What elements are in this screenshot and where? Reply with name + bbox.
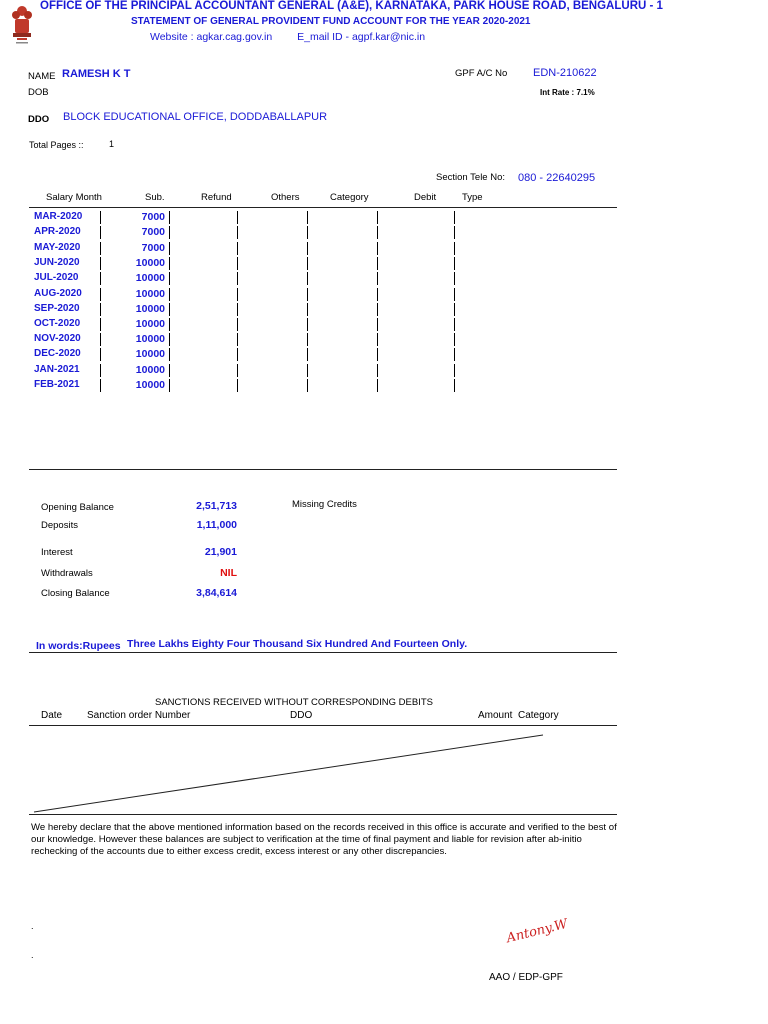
footer-dot: . [31,921,34,931]
total-pages-value: 1 [109,139,115,149]
row-sub: 10000 [135,288,165,300]
row-sub: 10000 [135,257,165,269]
declaration-text: We hereby declare that the above mentioned information based on the records received in this office is accurate and verified to the best of our knowledge. However these balances are subject to verification at the time of final payment and liable for revision after ab-initio rechecking of the accounts due to either excess credit, excess interest or any other discrepancies. [31,822,617,858]
row-sub: 10000 [135,333,165,345]
row-month: APR-2020 [34,226,81,237]
footer-dot: . [31,950,34,960]
row-sub: 10000 [135,272,165,284]
interest-value: 21,901 [204,546,237,558]
row-sub: 7000 [141,226,165,238]
email-text: E_mail ID - agpf.kar@nic.in [297,31,426,43]
gpf-label: GPF A/C No [455,68,508,79]
interest-label: Interest [41,547,73,558]
section-tele-label: Section Tele No: [436,172,506,183]
deposits-label: Deposits [41,520,78,531]
subscriber-name: RAMESH K T [62,68,131,80]
designation-text: AAO / EDP-GPF [489,972,563,983]
missing-credits-label: Missing Credits [292,499,357,510]
col-salary-month: Salary Month [46,192,102,203]
col-sub: Sub. [145,192,165,203]
row-month: MAY-2020 [34,242,81,253]
col-type: Type [462,192,483,203]
sanctions-footer-rule [29,814,617,815]
sanctions-col-date: Date [41,710,63,721]
col-debit: Debit [414,192,437,203]
sanctions-col-category: Category [518,710,559,721]
row-month: JAN-2021 [34,364,80,375]
sanctions-title: SANCTIONS RECEIVED WITHOUT CORRESPONDING DEBITS [155,697,433,708]
withdrawals-label: Withdrawals [41,568,93,579]
ddo-name: BLOCK EDUCATIONAL OFFICE, DODDABALLAPUR [63,111,328,123]
statement-heading: STATEMENT OF GENERAL PROVIDENT FUND ACCOUNT FOR THE YEAR 2020-2021 [131,16,531,27]
row-month: SEP-2020 [34,303,80,314]
dob-label: DOB [28,87,49,98]
sanctions-col-order: Sanction order Number [87,710,191,721]
row-sub: 10000 [135,379,165,391]
row-sub: 10000 [135,303,165,315]
interest-rate: Int Rate : 7.1% [540,88,595,97]
signature: Antony.W [505,916,570,947]
office-heading: OFFICE OF THE PRINCIPAL ACCOUNTANT GENERAL (A&E), KARNATAKA, PARK HOUSE ROAD, BENGALURU - 1 [40,0,663,12]
in-words-text: Three Lakhs Eighty Four Thousand Six Hundred And Fourteen Only. [127,638,468,650]
deposits-value: 1,11,000 [196,519,237,531]
col-others: Others [271,192,300,203]
row-month: DEC-2020 [34,348,81,359]
row-month: NOV-2020 [34,333,81,344]
section-tele-number: 080 - 22640295 [518,172,596,184]
name-label: NAME [28,71,56,82]
row-sub: 10000 [135,318,165,330]
sanctions-col-amount: Amount [478,710,513,721]
ddo-label: DDO [28,114,50,125]
row-month: OCT-2020 [34,318,81,329]
row-sub: 10000 [135,348,165,360]
row-month: FEB-2021 [34,379,80,390]
row-sub: 7000 [141,242,165,254]
row-sub: 10000 [135,364,165,376]
gpf-number: EDN-210622 [533,67,597,79]
opening-balance-label: Opening Balance [41,502,114,513]
row-month: AUG-2020 [34,288,82,299]
closing-balance-label: Closing Balance [41,588,110,599]
in-words-label: In words:Rupees [36,640,121,652]
withdrawals-value: NIL [220,567,237,579]
website-text: Website : agkar.cag.gov.in [150,31,273,43]
col-category: Category [330,192,369,203]
col-refund: Refund [201,192,232,203]
sanctions-col-ddo: DDO [290,710,313,721]
opening-balance-value: 2,51,713 [196,500,237,512]
closing-balance-value: 3,84,614 [196,587,237,599]
total-pages-label: Total Pages :: [29,140,84,150]
row-sub: 7000 [141,211,165,223]
row-month: JUL-2020 [34,272,79,283]
row-month: MAR-2020 [34,211,83,222]
row-month: JUN-2020 [34,257,80,268]
